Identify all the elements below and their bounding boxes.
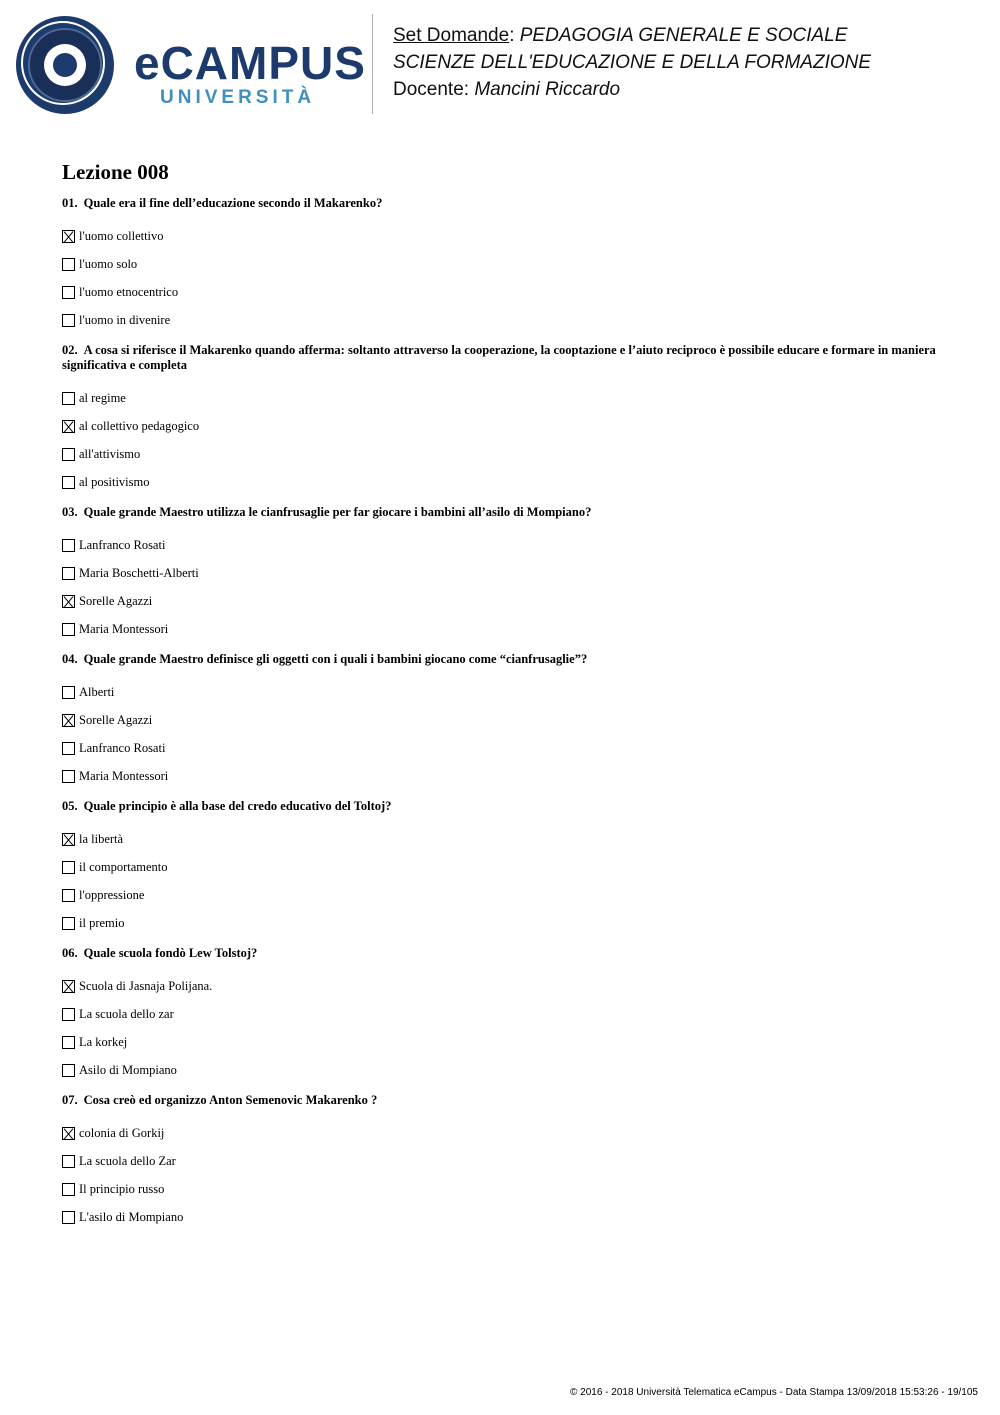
set-label: Set Domande — [393, 25, 510, 46]
answer-option[interactable] — [62, 531, 942, 559]
option-label: Maria Boschetti-Alberti — [79, 565, 199, 580]
teacher-name: Mancini Riccardo — [474, 79, 621, 100]
question-text — [62, 505, 942, 520]
option-label: il comportamento — [79, 859, 168, 874]
course-name: SCIENZE DELL'EDUCAZIONE E DELLA FORMAZIONE — [393, 52, 872, 73]
answer-option[interactable] — [62, 222, 942, 250]
checkbox[interactable] — [62, 917, 75, 930]
answer-option[interactable] — [62, 468, 942, 496]
question-label: Cosa creò ed organizzo Anton Semenovic Makarenko ? — [83, 1093, 378, 1107]
question-label: Quale principio è alla base del credo educativo del Toltoj? — [83, 799, 392, 813]
question-text — [62, 946, 942, 961]
question-text — [62, 343, 942, 373]
question-label: Quale era il fine dell’educazione secondo il Makarenko? — [83, 196, 383, 210]
checkbox[interactable] — [62, 286, 75, 299]
option-label: al collettivo pedagogico — [79, 418, 200, 433]
teacher-label: Docente: — [393, 79, 470, 100]
checked-checkbox[interactable] — [62, 980, 75, 993]
question-number: 06. — [62, 946, 78, 960]
checked-checkbox[interactable] — [62, 595, 75, 608]
option-label: l'uomo collettivo — [79, 228, 164, 243]
answer-option[interactable] — [62, 1119, 942, 1147]
header-divider — [372, 14, 373, 114]
question-number: 05. — [62, 799, 78, 813]
checkbox[interactable] — [62, 314, 75, 327]
option-label: Lanfranco Rosati — [79, 740, 166, 755]
checked-checkbox[interactable] — [62, 420, 75, 433]
page-header — [0, 0, 1000, 130]
option-label: Maria Montessori — [79, 768, 169, 783]
checkbox[interactable] — [62, 770, 75, 783]
set-line: Set Domande: PEDAGOGIA GENERALE E SOCIALE — [393, 25, 848, 46]
page-footer: © 2016 - 2018 Università Telematica eCampus - Data Stampa 13/09/2018 15:53:26 - 19/105 — [570, 1387, 978, 1398]
answer-option[interactable] — [62, 384, 942, 412]
option-label: Sorelle Agazzi — [79, 593, 153, 608]
option-label: la libertà — [79, 831, 124, 846]
answer-option[interactable] — [62, 853, 942, 881]
option-label: l'uomo etnocentrico — [79, 284, 179, 299]
answer-option[interactable] — [62, 1028, 942, 1056]
option-label: Sorelle Agazzi — [79, 712, 153, 727]
ecampus-logo-badge-icon — [16, 16, 114, 114]
answer-option[interactable] — [62, 881, 942, 909]
answer-option[interactable] — [62, 306, 942, 334]
checkbox[interactable] — [62, 861, 75, 874]
checkbox[interactable] — [62, 1036, 75, 1049]
option-label: La scuola dello Zar — [79, 1153, 176, 1168]
question-text — [62, 196, 942, 211]
question-block — [62, 505, 942, 643]
checkbox[interactable] — [62, 1008, 75, 1021]
answer-option[interactable] — [62, 678, 942, 706]
question-text — [62, 1093, 942, 1108]
answer-option[interactable] — [62, 734, 942, 762]
question-number: 04. — [62, 652, 78, 666]
teacher-line — [393, 76, 871, 103]
option-label: l'uomo in divenire — [79, 312, 171, 327]
checked-checkbox[interactable] — [62, 833, 75, 846]
checked-checkbox[interactable] — [62, 230, 75, 243]
question-label: Quale scuola fondò Lew Tolstoj? — [83, 946, 258, 960]
logo-wordmark: eCAMPUS — [134, 37, 366, 89]
checkbox[interactable] — [62, 567, 75, 580]
answer-option[interactable] — [62, 1147, 942, 1175]
checkbox[interactable] — [62, 623, 75, 636]
answer-option[interactable] — [62, 615, 942, 643]
question-list — [62, 196, 942, 1240]
checkbox[interactable] — [62, 392, 75, 405]
question-text — [62, 799, 942, 814]
answer-option[interactable] — [62, 706, 942, 734]
answer-option[interactable] — [62, 1203, 942, 1231]
question-block — [62, 343, 942, 496]
checkbox[interactable] — [62, 1155, 75, 1168]
option-label: all'attivismo — [79, 446, 141, 461]
option-label: Maria Montessori — [79, 621, 169, 636]
answer-option[interactable] — [62, 909, 942, 937]
question-block — [62, 652, 942, 790]
lesson-title: Lezione 008 — [62, 160, 169, 184]
option-label: l'oppressione — [79, 887, 145, 902]
answer-option[interactable] — [62, 250, 942, 278]
checkbox[interactable] — [62, 539, 75, 552]
question-block — [62, 946, 942, 1084]
answer-option[interactable] — [62, 559, 942, 587]
question-number: 01. — [62, 196, 78, 210]
answer-option[interactable] — [62, 440, 942, 468]
option-label: Scuola di Jasnaja Polijana. — [79, 978, 213, 993]
option-label: Alberti — [79, 684, 115, 699]
option-label: Il principio russo — [79, 1181, 165, 1196]
logo-subtext: UNIVERSITÀ — [160, 87, 316, 108]
option-label: al positivismo — [79, 474, 150, 489]
checkbox[interactable] — [62, 686, 75, 699]
answer-option[interactable] — [62, 1175, 942, 1203]
option-label: il premio — [79, 915, 125, 930]
answer-option[interactable] — [62, 1056, 942, 1084]
checkbox[interactable] — [62, 1183, 75, 1196]
question-number: 02. — [62, 343, 78, 357]
checkbox[interactable] — [62, 742, 75, 755]
checkbox[interactable] — [62, 448, 75, 461]
option-label: colonia di Gorkij — [79, 1125, 165, 1140]
checkbox[interactable] — [62, 476, 75, 489]
checkbox[interactable] — [62, 258, 75, 271]
option-label: Lanfranco Rosati — [79, 537, 166, 552]
answer-option[interactable] — [62, 412, 942, 440]
option-label: al regime — [79, 390, 126, 405]
question-label: Quale grande Maestro utilizza le cianfrusaglie per far giocare i bambini all’asilo di Mompiano? — [83, 505, 592, 519]
question-label: A cosa si riferisce il Makarenko quando afferma: soltanto attraverso la cooperazione, la cooptazione e l’aiuto reciproco è possibile educare e formare in maniera significativa e completa — [62, 343, 936, 372]
checkbox[interactable] — [62, 889, 75, 902]
question-block — [62, 196, 942, 334]
question-text — [62, 652, 942, 667]
set-value: PEDAGOGIA GENERALE E SOCIALE — [519, 25, 848, 46]
answer-option[interactable] — [62, 587, 942, 615]
question-block — [62, 1093, 942, 1231]
checked-checkbox[interactable] — [62, 1127, 75, 1140]
answer-option[interactable] — [62, 972, 942, 1000]
question-label: Quale grande Maestro definisce gli oggetti con i quali i bambini giocano come “cianfrusaglie”? — [83, 652, 588, 666]
answer-option[interactable] — [62, 1000, 942, 1028]
question-block — [62, 799, 942, 937]
option-label: Asilo di Mompiano — [79, 1062, 177, 1077]
checkbox[interactable] — [62, 1211, 75, 1224]
question-number: 03. — [62, 505, 78, 519]
checkbox[interactable] — [62, 1064, 75, 1077]
option-label: La scuola dello zar — [79, 1006, 174, 1021]
option-label: La korkej — [79, 1034, 128, 1049]
checked-checkbox[interactable] — [62, 714, 75, 727]
question-number: 07. — [62, 1093, 78, 1107]
answer-option[interactable] — [62, 825, 942, 853]
answer-option[interactable] — [62, 762, 942, 790]
header-info — [393, 22, 871, 103]
answer-option[interactable] — [62, 278, 942, 306]
option-label: l'uomo solo — [79, 256, 138, 271]
option-label: L'asilo di Mompiano — [79, 1209, 184, 1224]
